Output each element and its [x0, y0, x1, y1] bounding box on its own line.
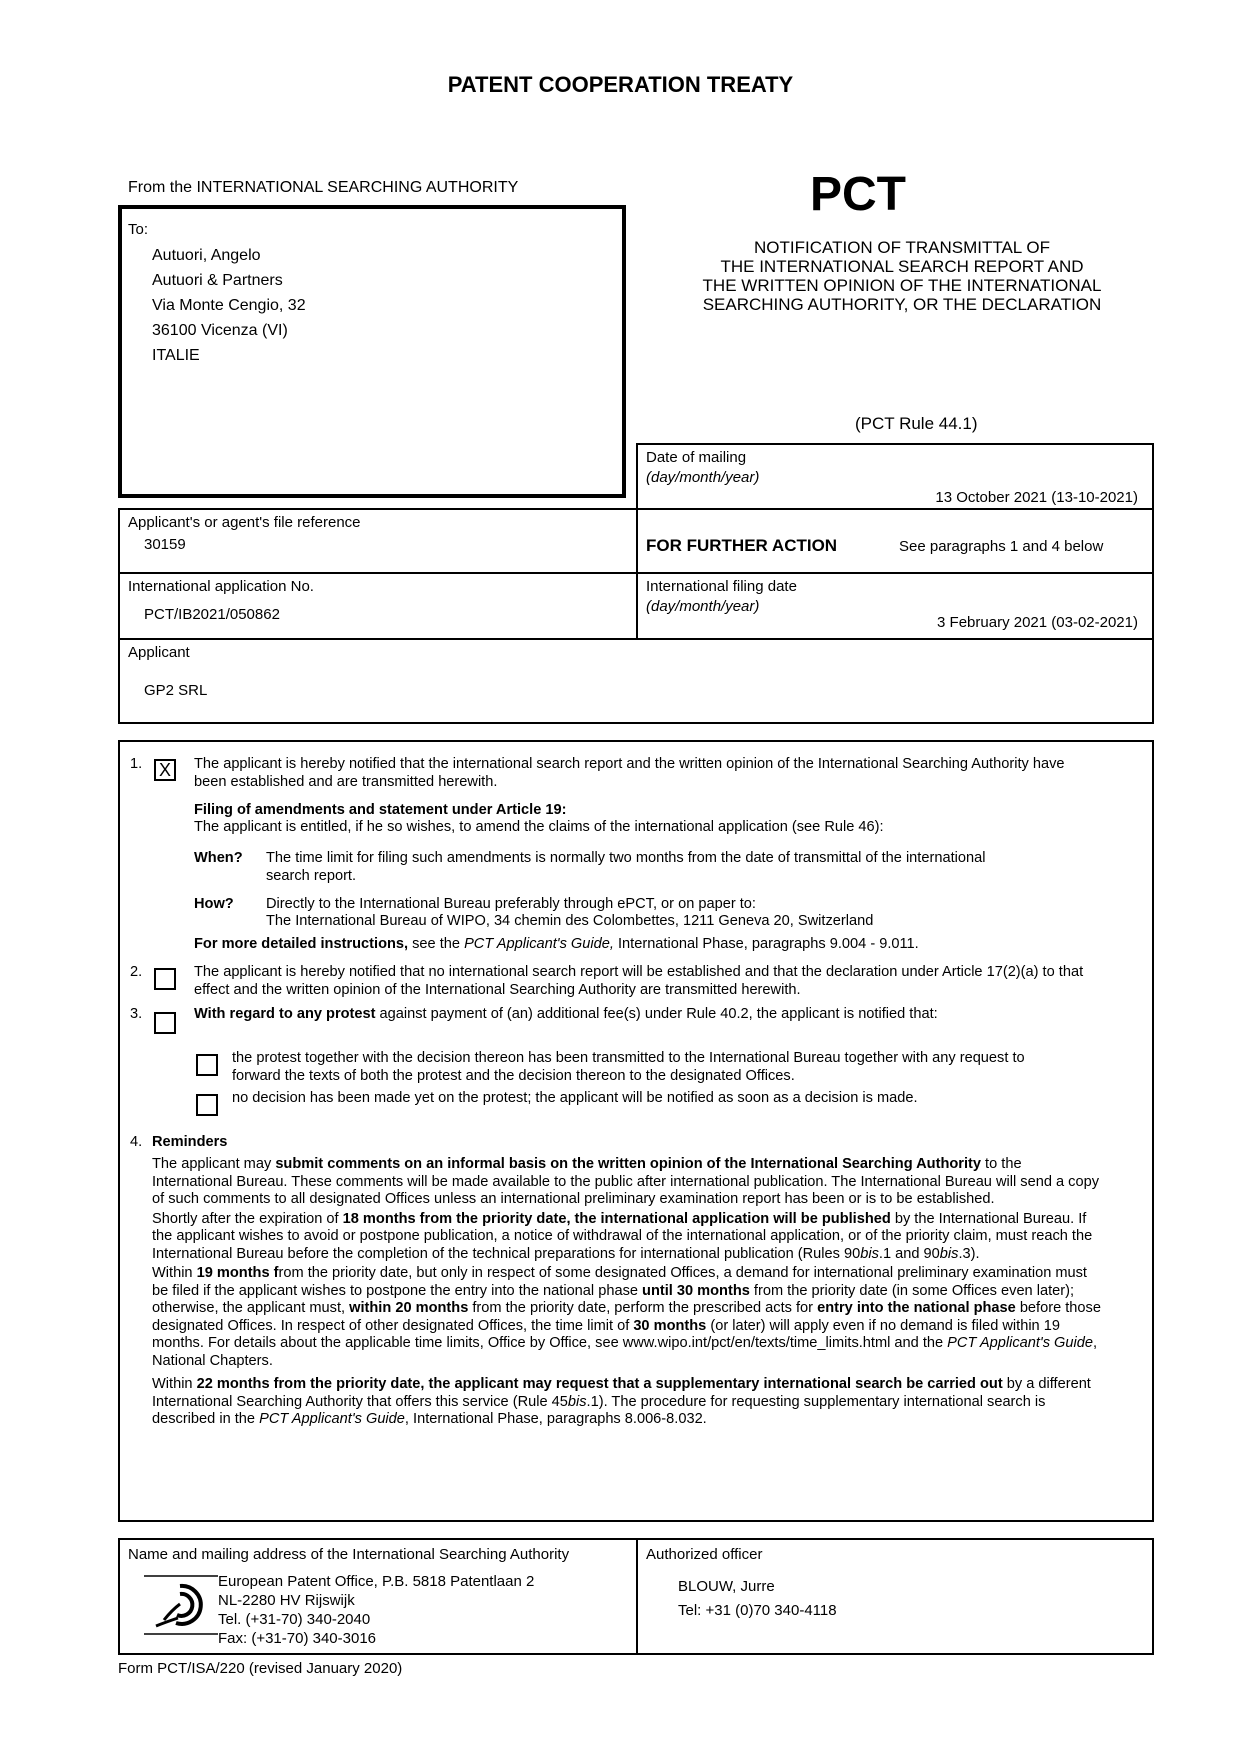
section-3-number: 3. — [130, 1006, 143, 1022]
from-line: From the INTERNATIONAL SEARCHING AUTHORITY — [128, 179, 519, 196]
isa-address-label: Name and mailing address of the International Searching Authority — [128, 1546, 570, 1563]
how-label: How? — [194, 896, 234, 912]
section-4-number: 4. — [130, 1134, 143, 1150]
further-action-note: See paragraphs 1 and 4 below — [899, 538, 1104, 555]
isa-address: European Patent Office, P.B. 5818 Patentlaan 2 NL-2280 HV Rijswijk Tel. (+31-70) 340-2040 Fax: (+31-70) 340-3016 — [218, 1573, 535, 1647]
filing-date-format: (day/month/year) — [646, 598, 760, 615]
applicant-value: GP2 SRL — [144, 682, 208, 699]
epo-logo-icon — [140, 1574, 220, 1636]
file-reference-label: Applicant's or agent's file reference — [128, 514, 361, 531]
section-2-number: 2. — [130, 964, 143, 980]
form-identifier: Form PCT/ISA/220 (revised January 2020) — [118, 1660, 403, 1677]
how-text-1: Directly to the International Bureau preferably through ePCT, or on paper to: — [266, 896, 756, 912]
filing-date-box — [636, 572, 1154, 640]
officer-tel: Tel: +31 (0)70 340-4118 — [678, 1602, 837, 1619]
section-3-checkbox[interactable] — [154, 1012, 176, 1034]
officer-name: BLOUW, Jurre — [678, 1578, 775, 1595]
section-1-text: The applicant is hereby notified that the international search report and the written opinion of the International Searching Authority have been established and are transmitted herewith. — [194, 756, 1065, 790]
protest-option-1-checkbox[interactable] — [196, 1054, 218, 1076]
how-text-2: The International Bureau of WIPO, 34 chemin des Colombettes, 1211 Geneva 20, Switzerland — [266, 913, 874, 929]
pct-rule: (PCT Rule 44.1) — [855, 414, 978, 433]
mailing-date-label: Date of mailing — [646, 449, 747, 466]
section-2-text: The applicant is hereby notified that no international search report will be established and that the declaration under Article 17(2)(a) to that effect and the written opinion of the International Searching Authority are transmitted herewith. — [194, 964, 1084, 998]
mailing-date-box — [636, 443, 1154, 510]
section-2-checkbox[interactable] — [154, 968, 176, 990]
pct-big: PCT — [810, 168, 906, 221]
protest-option-1-text: the protest together with the decision thereon has been transmitted to the International Bureau together with any request to forward the texts of both the protest and the decision thereon to the designated Offices. — [232, 1050, 1025, 1084]
protest-option-2-text: no decision has been made yet on the protest; the applicant will be notified as soon as a decision is made. — [232, 1090, 918, 1106]
section-1-checkbox[interactable]: X — [154, 759, 176, 781]
authorized-officer-label: Authorized officer — [646, 1546, 763, 1563]
treaty-title: PATENT COOPERATION TREATY — [447, 72, 794, 97]
detailed-instructions: For more detailed instructions, see the PCT Applicant's Guide, International Phase, paragraphs 9.004 - 9.011. — [194, 936, 919, 952]
authorized-officer-box — [636, 1538, 1154, 1655]
reminders-body: The applicant may submit comments on an informal basis on the written opinion of the International Searching Authority to the International Bureau. These comments will be made available to the public after international publication. The International Bureau will send a copy of such comments to all designated Offices unless an international preliminary examination report has been or is to be established. Shortly after the expiration of 18 months from the priority date, the international application will be published by the International Bureau. If the applicant wishes to avoid or postpone publication, a notice of withdrawal of the international application, or of the priority claim, must reach the International Bureau before the completion of the technical preparations for international publication (Rules 90bis.1 and 90bis.3). Within 19 months from the priority date, but only in respect of some designated Offices, a demand for international preliminary examination must be filed if the applicant wishes to postpone the entry into the national phase until 30 months from the priority date (in some Offices even later); otherwise, the applicant must, within 20 months from the priority date, perform the prescribed acts for entry into the national phase before those designated Offices. In respect of other designated Offices, the time limit of 30 months (or later) will apply even if no demand is filed within 19 months. For details about the applicable time limits, Office by Office, see www.wipo.int/pct/en/texts/time_limits.html and the PCT Applicant's Guide, National Chapters. Within 22 months from the priority date, the applicant may request that a supplementary international search be carried out by a different International Searching Authority that offers this service (Rule 45bis.1). The procedure for requesting supplementary international search is described in the PCT Applicant's Guide, International Phase, paragraphs 8.006-8.032. — [152, 1156, 1101, 1427]
file-reference-box — [118, 508, 638, 574]
isa-address-box — [118, 1538, 638, 1655]
protest-option-2-checkbox[interactable] — [196, 1094, 218, 1116]
application-number-value: PCT/IB2021/050862 — [144, 606, 280, 623]
application-number-label: International application No. — [128, 578, 314, 595]
further-action-label: FOR FURTHER ACTION — [646, 536, 838, 555]
section-1-number: 1. — [130, 756, 143, 772]
to-label: To: — [128, 221, 149, 238]
filing-date-value: 3 February 2021 (03-02-2021) — [937, 614, 1138, 631]
amendments-title: Filing of amendments and statement under Article 19: — [194, 802, 567, 818]
mailing-date-value: 13 October 2021 (13-10-2021) — [935, 489, 1138, 506]
applicant-box — [118, 638, 1154, 724]
further-action-box — [636, 508, 1154, 574]
reminders-title: Reminders — [152, 1134, 228, 1150]
when-text: The time limit for filing such amendments is normally two months from the date of transmittal of the international search report. — [266, 850, 986, 884]
amendments-text: The applicant is entitled, if he so wishes, to amend the claims of the international application (see Rule 46): — [194, 819, 884, 835]
mailing-date-format: (day/month/year) — [646, 469, 760, 486]
section-3-text: With regard to any protest against payment of (an) additional fee(s) under Rule 40.2, the applicant is notified that: — [194, 1006, 938, 1022]
application-number-box — [118, 572, 638, 640]
to-address: Autuori, Angelo Autuori & Partners Via Monte Cengio, 32 36100 Vicenza (VI) ITALIE — [152, 247, 306, 364]
notification-title: NOTIFICATION OF TRANSMITTAL OF THE INTERNATIONAL SEARCH REPORT AND THE WRITTEN OPINION OF THE INTERNATIONAL SEARCHING AUTHORITY, OR THE DECLARATION — [702, 238, 1102, 314]
notification-sections-box — [118, 740, 1154, 1522]
filing-date-label: International filing date — [646, 578, 797, 595]
to-address-box — [118, 205, 626, 498]
file-reference-value: 30159 — [144, 536, 186, 553]
applicant-label: Applicant — [128, 644, 190, 661]
when-label: When? — [194, 850, 243, 866]
